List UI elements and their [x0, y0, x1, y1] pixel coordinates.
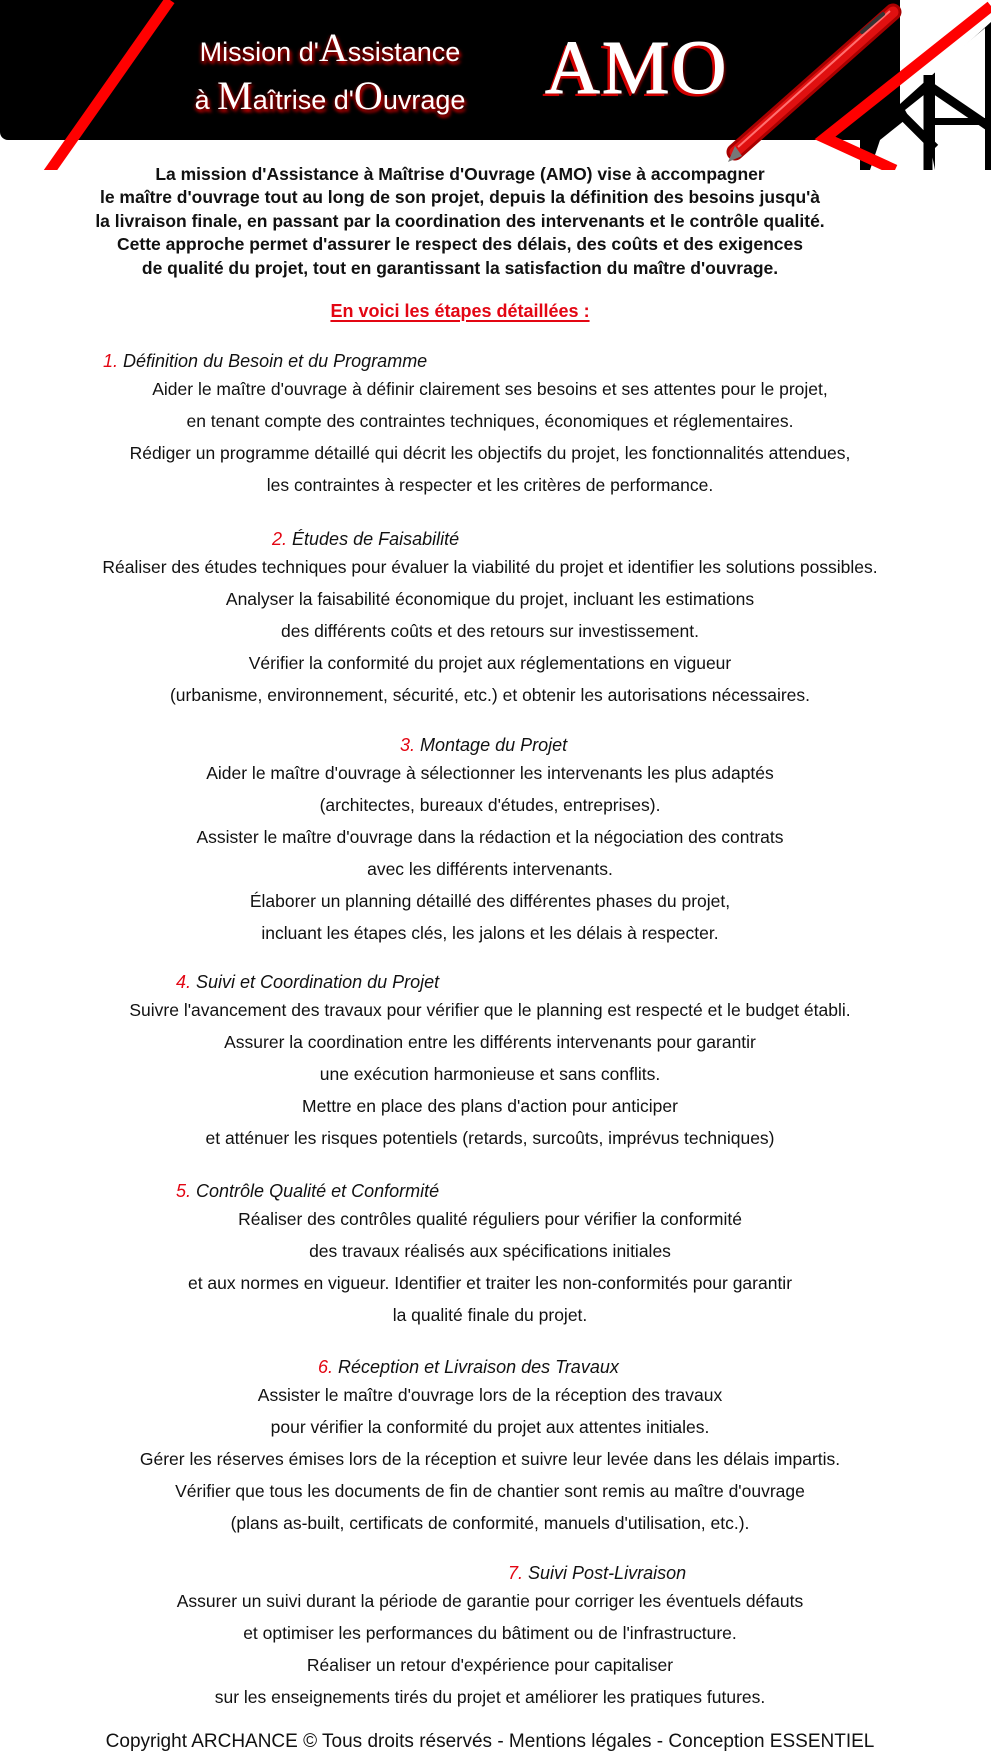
intro-line: Cette approche permet d'assurer le respect des délais, des coûts et des exigences [117, 234, 803, 255]
step-description-line: une exécution harmonieuse et sans conflits. [319, 1064, 661, 1084]
step-description-line: Assister le maître d'ouvrage dans la rédaction et la négociation des contrats [196, 827, 784, 847]
step-number: 4. [176, 972, 192, 992]
step-description [0, 373, 980, 501]
step-description-line: les contraintes à respecter et les critères de performance. [266, 475, 714, 495]
step-title [400, 735, 567, 756]
step-description-line: en tenant compte des contraintes techniques, économiques et réglementaires. [186, 411, 794, 431]
step-description-line: des travaux réalisés aux spécifications initiales [309, 1241, 671, 1261]
step-title [318, 1357, 619, 1378]
step-title [272, 529, 459, 550]
step-number: 1. [103, 351, 119, 371]
intro-line: La mission d'Assistance à Maîtrise d'Ouvrage (AMO) vise à accompagner [155, 164, 765, 184]
step-description-line: avec les différents intervenants. [367, 859, 613, 879]
steps-heading [0, 301, 920, 322]
step-description [0, 1203, 980, 1331]
step-description-line: Élaborer un planning détaillé des différentes phases du projet, [249, 891, 731, 911]
step-description [0, 551, 980, 711]
step-description-line: (architectes, bureaux d'études, entreprises). [319, 795, 661, 815]
step-description-line: pour vérifier la conformité du projet aux attentes initiales. [270, 1417, 710, 1437]
title-text: Mission d' [199, 37, 319, 67]
step-description-line: (plans as-built, certificats de conformité, manuels d'utilisation, etc.). [230, 1513, 750, 1533]
step-title-text: Réception et Livraison des Travaux [338, 1357, 619, 1377]
step-description-line: sur les enseignements tirés du projet et améliorer les pratiques futures. [214, 1687, 766, 1707]
step-description [0, 994, 980, 1154]
header-banner [0, 0, 991, 170]
title-capital-letter: A [318, 25, 348, 70]
red-diagonal-stripe-left [40, 0, 170, 170]
header-title-line-2 [160, 74, 500, 122]
step-title-text: Suivi Post-Livraison [528, 1563, 687, 1583]
step-description-line: Assister le maître d'ouvrage lors de la réception des travaux [257, 1385, 723, 1405]
title-text: aîtrise d' [252, 85, 354, 115]
step-description-line: Rédiger un programme détaillé qui décrit les objectifs du projet, les fonctionnalités attendues, [129, 443, 851, 463]
step-description-line: Analyser la faisabilité économique du projet, incluant les estimations [225, 589, 755, 609]
header-title-line-1 [160, 26, 500, 74]
step-title-text: Contrôle Qualité et Conformité [196, 1181, 440, 1201]
step-title [176, 972, 439, 993]
building-frame-icon [825, 6, 991, 170]
header-title [160, 26, 500, 122]
step-description-line: Aider le maître d'ouvrage à sélectionner les intervenants les plus adaptés [206, 763, 774, 783]
intro-line: le maître d'ouvrage tout au long de son projet, depuis la définition des besoins jusqu'à [99, 187, 821, 208]
step-title-text: Études de Faisabilité [292, 529, 460, 549]
step-description-line: Vérifier la conformité du projet aux réglementations en vigueur [248, 653, 732, 673]
title-text: ssistance [347, 37, 461, 67]
step-description-line: et atténuer les risques potentiels (retards, surcoûts, imprévus techniques) [205, 1128, 775, 1148]
title-text: à [194, 85, 218, 115]
step-title-text: Montage du Projet [420, 735, 568, 755]
title-capital-letter: O [353, 73, 383, 118]
title-capital-letter: M [217, 73, 253, 118]
step-description-line: Vérifier que tous les documents de fin de chantier sont remis au maître d'ouvrage [175, 1481, 805, 1501]
step-description [0, 1585, 980, 1713]
step-title [103, 351, 427, 372]
step-number: 7. [508, 1563, 524, 1583]
step-number: 3. [400, 735, 416, 755]
step-number: 5. [176, 1181, 192, 1201]
intro-line: la livraison finale, en passant par la coordination des intervenants et le contrôle qualité. [95, 210, 825, 231]
steps-heading-text: En voici les étapes détaillées : [330, 301, 590, 321]
step-title-text: Définition du Besoin et du Programme [123, 351, 428, 371]
step-description-line: Mettre en place des plans d'action pour anticiper [302, 1096, 678, 1116]
step-description-line: Gérer les réserves émises lors de la réception et suivre leur levée dans les délais impartis. [139, 1449, 841, 1469]
step-description-line: la qualité finale du projet. [392, 1305, 588, 1325]
footer-copyright: Copyright ARCHANCE © Tous droits réservés - Mentions légales - Conception ESSENTIEL [105, 1731, 875, 1752]
step-description-line: Aider le maître d'ouvrage à définir clairement ses besoins et ses attentes pour le projet, [152, 379, 828, 399]
amo-logo: AMO [545, 26, 729, 110]
intro-line: de qualité du projet, tout en garantissant la satisfaction du maître d'ouvrage. [141, 257, 779, 278]
step-description-line: Réaliser un retour d'expérience pour capitaliser [306, 1655, 674, 1675]
step-title [176, 1181, 439, 1202]
intro-paragraph [0, 163, 920, 280]
step-description-line: (urbanisme, environnement, sécurité, etc.) et obtenir les autorisations nécessaires. [169, 685, 811, 705]
step-description-line: Réaliser des études techniques pour évaluer la viabilité du projet et identifier les solutions possibles. [102, 557, 878, 577]
step-description-line: Suivre l'avancement des travaux pour vérifier que le planning est respecté et le budget établi. [129, 1000, 851, 1020]
title-text: uvrage [382, 85, 466, 115]
step-description-line: Assurer la coordination entre les différents intervenants pour garantir [224, 1032, 756, 1052]
step-title-text: Suivi et Coordination du Projet [196, 972, 440, 992]
step-description [0, 1379, 980, 1539]
step-number: 2. [272, 529, 288, 549]
step-description-line: Assurer un suivi durant la période de garantie pour corriger les éventuels défauts [176, 1591, 804, 1611]
step-title [508, 1563, 686, 1584]
step-description-line: et aux normes en vigueur. Identifier et traiter les non-conformités pour garantir [187, 1273, 793, 1293]
step-description-line: et optimiser les performances du bâtiment ou de l'infrastructure. [243, 1623, 737, 1643]
step-description [0, 757, 980, 949]
step-number: 6. [318, 1357, 334, 1377]
step-description-line: incluant les étapes clés, les jalons et les délais à respecter. [261, 923, 719, 943]
step-description-line: des différents coûts et des retours sur investissement. [281, 621, 699, 641]
step-description-line: Réaliser des contrôles qualité réguliers pour vérifier la conformité [238, 1209, 742, 1229]
